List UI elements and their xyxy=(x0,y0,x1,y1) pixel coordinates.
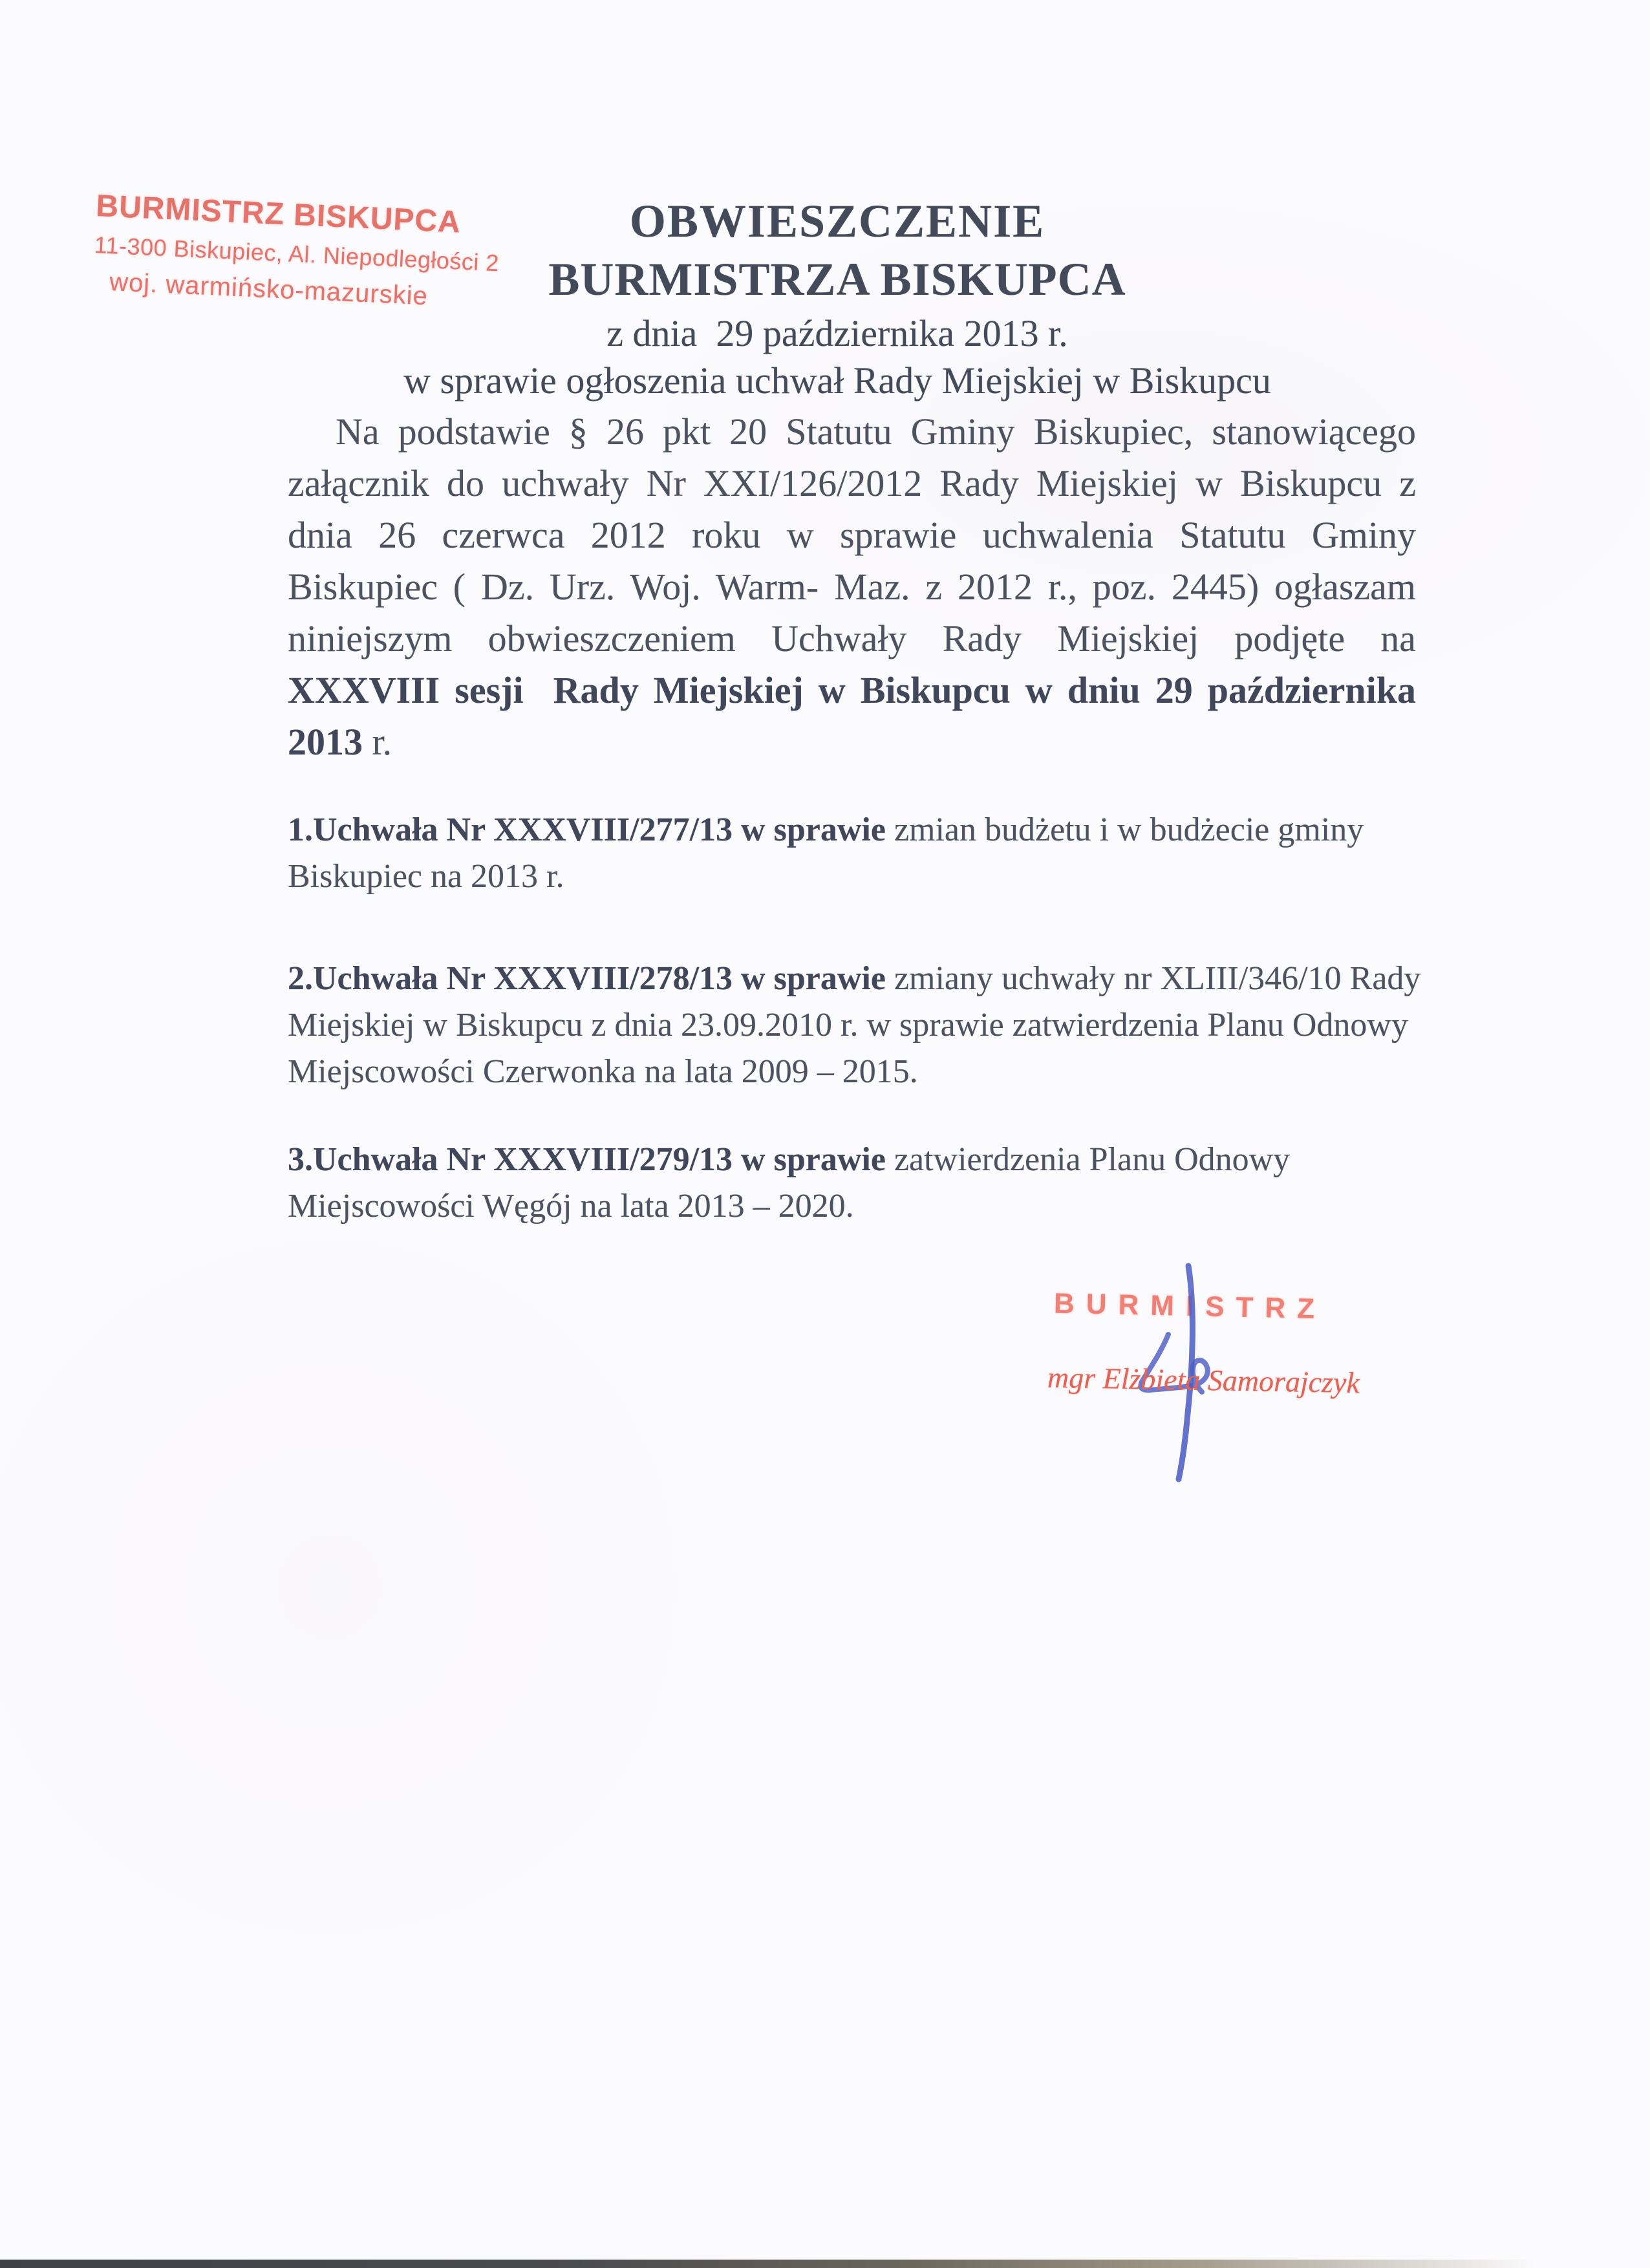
resolution-number: 2.Uchwała Nr XXXVIII/278/13 w sprawie xyxy=(288,960,886,997)
document-title-issuer: BURMISTRZA BISKUPCA xyxy=(548,253,1126,305)
intro-lead-text: Na podstawie § 26 pkt 20 Statutu Gminy Biskupiec, stanowiącego załącznik do uchwały Nr XXI/126/2012 Rady Miejskiej w Biskupcu z dnia 26 czerwca 2012 roku w sprawie uchwalenia Statutu Gminy Biskupiec ( Dz. Urz. Woj. Warm- Maz. z 2012 r., poz. 2445) ogłaszam niniejszym obwieszczeniem Uchwały Rady Miejskiej podjęte na xyxy=(288,411,1426,659)
resolution-subject: zmiany uchwały nr XLIII/346/10 Rady Miejskiej w Biskupcu z dnia 23.09.2010 r. w sprawie zatwierdzenia Planu Odnowy Miejscowości Czerwonka na lata 2009 – 2015. xyxy=(288,960,1430,1090)
intro-paragraph xyxy=(288,406,1426,768)
document-title: OBWIESZCZENIE xyxy=(629,195,1045,247)
document-date-line: z dnia 29 października 2013 r. xyxy=(606,312,1068,354)
resolution-number: 1.Uchwała Nr XXXVIII/277/13 w sprawie xyxy=(288,811,886,848)
scan-bottom-edge-artifact xyxy=(0,2260,1650,2268)
stamp-voivodeship: woj. warmińsko-mazurskie xyxy=(109,268,429,311)
list-item xyxy=(288,1137,1426,1230)
document-subject-line: w sprawie ogłoszenia uchwał Rady Miejskiej w Biskupcu xyxy=(403,359,1271,401)
document-heading xyxy=(288,193,1387,403)
stamp-organization: BURMISTRZ BISKUPCA xyxy=(95,188,462,240)
resolution-number: 3.Uchwała Nr XXXVIII/279/13 w sprawie xyxy=(288,1141,886,1178)
list-item xyxy=(288,807,1426,900)
signature-role-stamp: BURMISTRZ xyxy=(1053,1287,1327,1325)
stamp-address: 11-300 Biskupiec, Al. Niepodległości 2 xyxy=(93,231,500,277)
resolution-subject: zmian budżetu i w budżecie gminy Biskupiec na 2013 r. xyxy=(288,811,1373,895)
intro-tail-text: r. xyxy=(363,721,392,763)
intro-bold-text: XXXVIII sesji Rady Miejskiej w Biskupcu w dniu 29 października 2013 xyxy=(288,669,1426,763)
list-item xyxy=(288,956,1430,1095)
signature-name-stamp: mgr Elżbieta Samorajczyk xyxy=(1047,1360,1360,1400)
resolution-subject: zatwierdzenia Planu Odnowy Miejscowości Węgój na lata 2013 – 2020. xyxy=(288,1141,1299,1225)
